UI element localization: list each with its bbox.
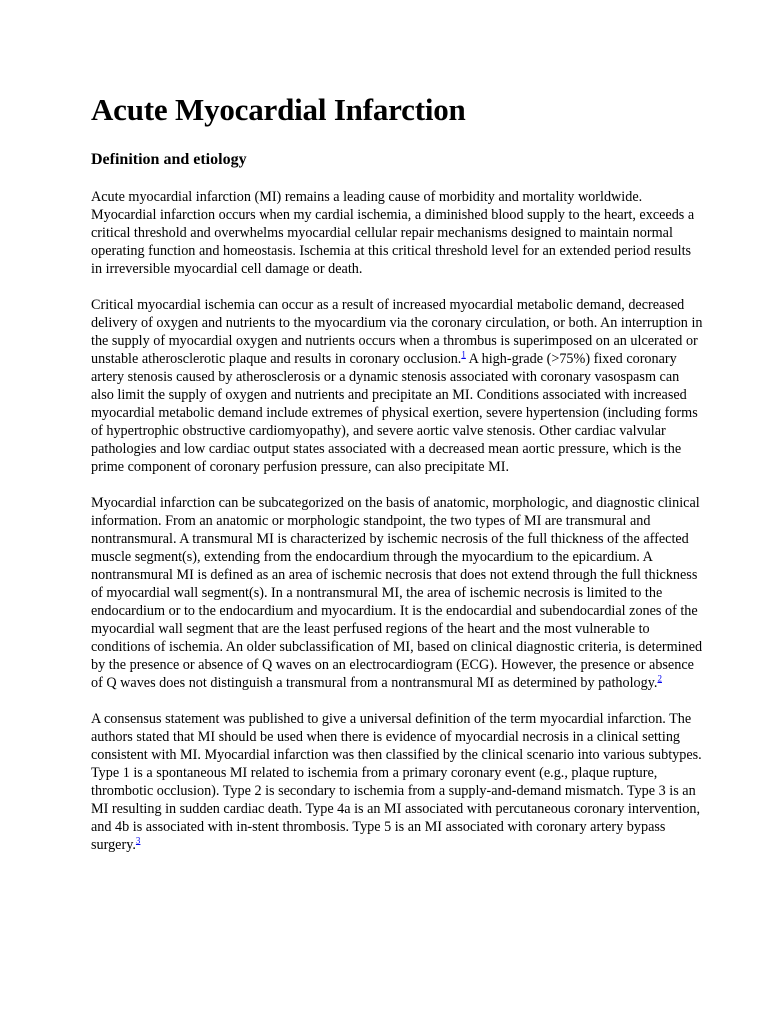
paragraph-2-text-b: A high-grade (>75%) fixed coronary artery stenosis caused by atherosclerosis or a dynamic stenosis associated with coronary vasospasm can also limit the supply of oxygen and nutrients and precipitate an MI. Conditions associated with increased myocardial metabolic demand include extremes of physical exertion, severe hypertension (including forms of hypertrophic obstructive cardiomyopathy), and severe aortic valve stenosis. Other cardiac valvular pathologies and low cardiac output states associated with a decreased mean aortic pressure, which is the prime component of coronary perfusion pressure, can also precipitate MI. bbox=[91, 351, 698, 475]
paragraph-3 bbox=[91, 494, 703, 692]
reference-link-1[interactable]: 1 bbox=[461, 349, 466, 360]
paragraph-3-text: Myocardial infarction can be subcategorized on the basis of anatomic, morphologic, and diagnostic clinical information. From an anatomic or morphologic standpoint, the two types of MI are transmural and nontransmural. A transmural MI is characterized by ischemic necrosis of the full thickness of the affected muscle segment(s), extending from the endocardium through the myocardium to the epicardium. A nontransmural MI is defined as an area of ischemic necrosis that does not extend through the full thickness of myocardial wall segment(s). In a nontransmural MI, the area of ischemic necrosis is limited to the endocardium or to the endocardium and myocardium. It is the endocardial and subendocardial zones of the myocardial wall segment that are the least perfused regions of the heart and the most vulnerable to conditions of ischemia. An older subclassification of MI, based on clinical diagnostic criteria, is determined by the presence or absence of Q waves on an electrocardiogram (ECG). However, the presence or absence of Q waves does not distinguish a transmural from a nontransmural MI as determined by pathology. bbox=[91, 495, 703, 691]
reference-link-2[interactable]: 2 bbox=[657, 673, 662, 684]
paragraph-4-text: A consensus statement was published to give a universal definition of the term myocardial infarction. The authors stated that MI should be used when there is evidence of myocardial necrosis in a clinical setting consistent with MI. Myocardial infarction was then classified by the clinical scenario into various subtypes. Type 1 is a spontaneous MI related to ischemia from a primary coronary event (e.g., plaque rupture, thrombotic occlusion). Type 2 is secondary to ischemia from a supply-and-demand mismatch. Type 3 is an MI resulting in sudden cardiac death. Type 4a is an MI associated with percutaneous coronary intervention, and 4b is associated with in-stent thrombosis. Type 5 is an MI associated with coronary artery bypass surgery. bbox=[91, 711, 702, 853]
page-title: Acute Myocardial Infarction bbox=[91, 92, 466, 127]
paragraph-1 bbox=[91, 188, 703, 278]
paragraph-4 bbox=[91, 710, 703, 854]
paragraph-1-text: Acute myocardial infarction (MI) remains a leading cause of morbidity and mortality worldwide. Myocardial infarction occurs when my cardial ischemia, a diminished blood supply to the heart, exceeds a critical threshold and overwhelms myocardial cellular repair mechanisms designed to maintain normal operating function and homeostasis. Ischemia at this critical threshold level for an extended period results in irreversible myocardial cell damage or death. bbox=[91, 189, 695, 277]
section-heading: Definition and etiology bbox=[91, 151, 247, 168]
paragraph-2 bbox=[91, 296, 703, 476]
paragraph-2-text-a: Critical myocardial ischemia can occur as a result of increased myocardial metabolic demand, decreased delivery of oxygen and nutrients to the myocardium via the coronary circulation, or both. An interruption in the supply of myocardial oxygen and nutrients occurs when a thrombus is superimposed on an ulcerated or unstable atherosclerotic plaque and results in coronary occlusion. bbox=[91, 297, 703, 367]
reference-link-3[interactable]: 3 bbox=[135, 835, 141, 846]
